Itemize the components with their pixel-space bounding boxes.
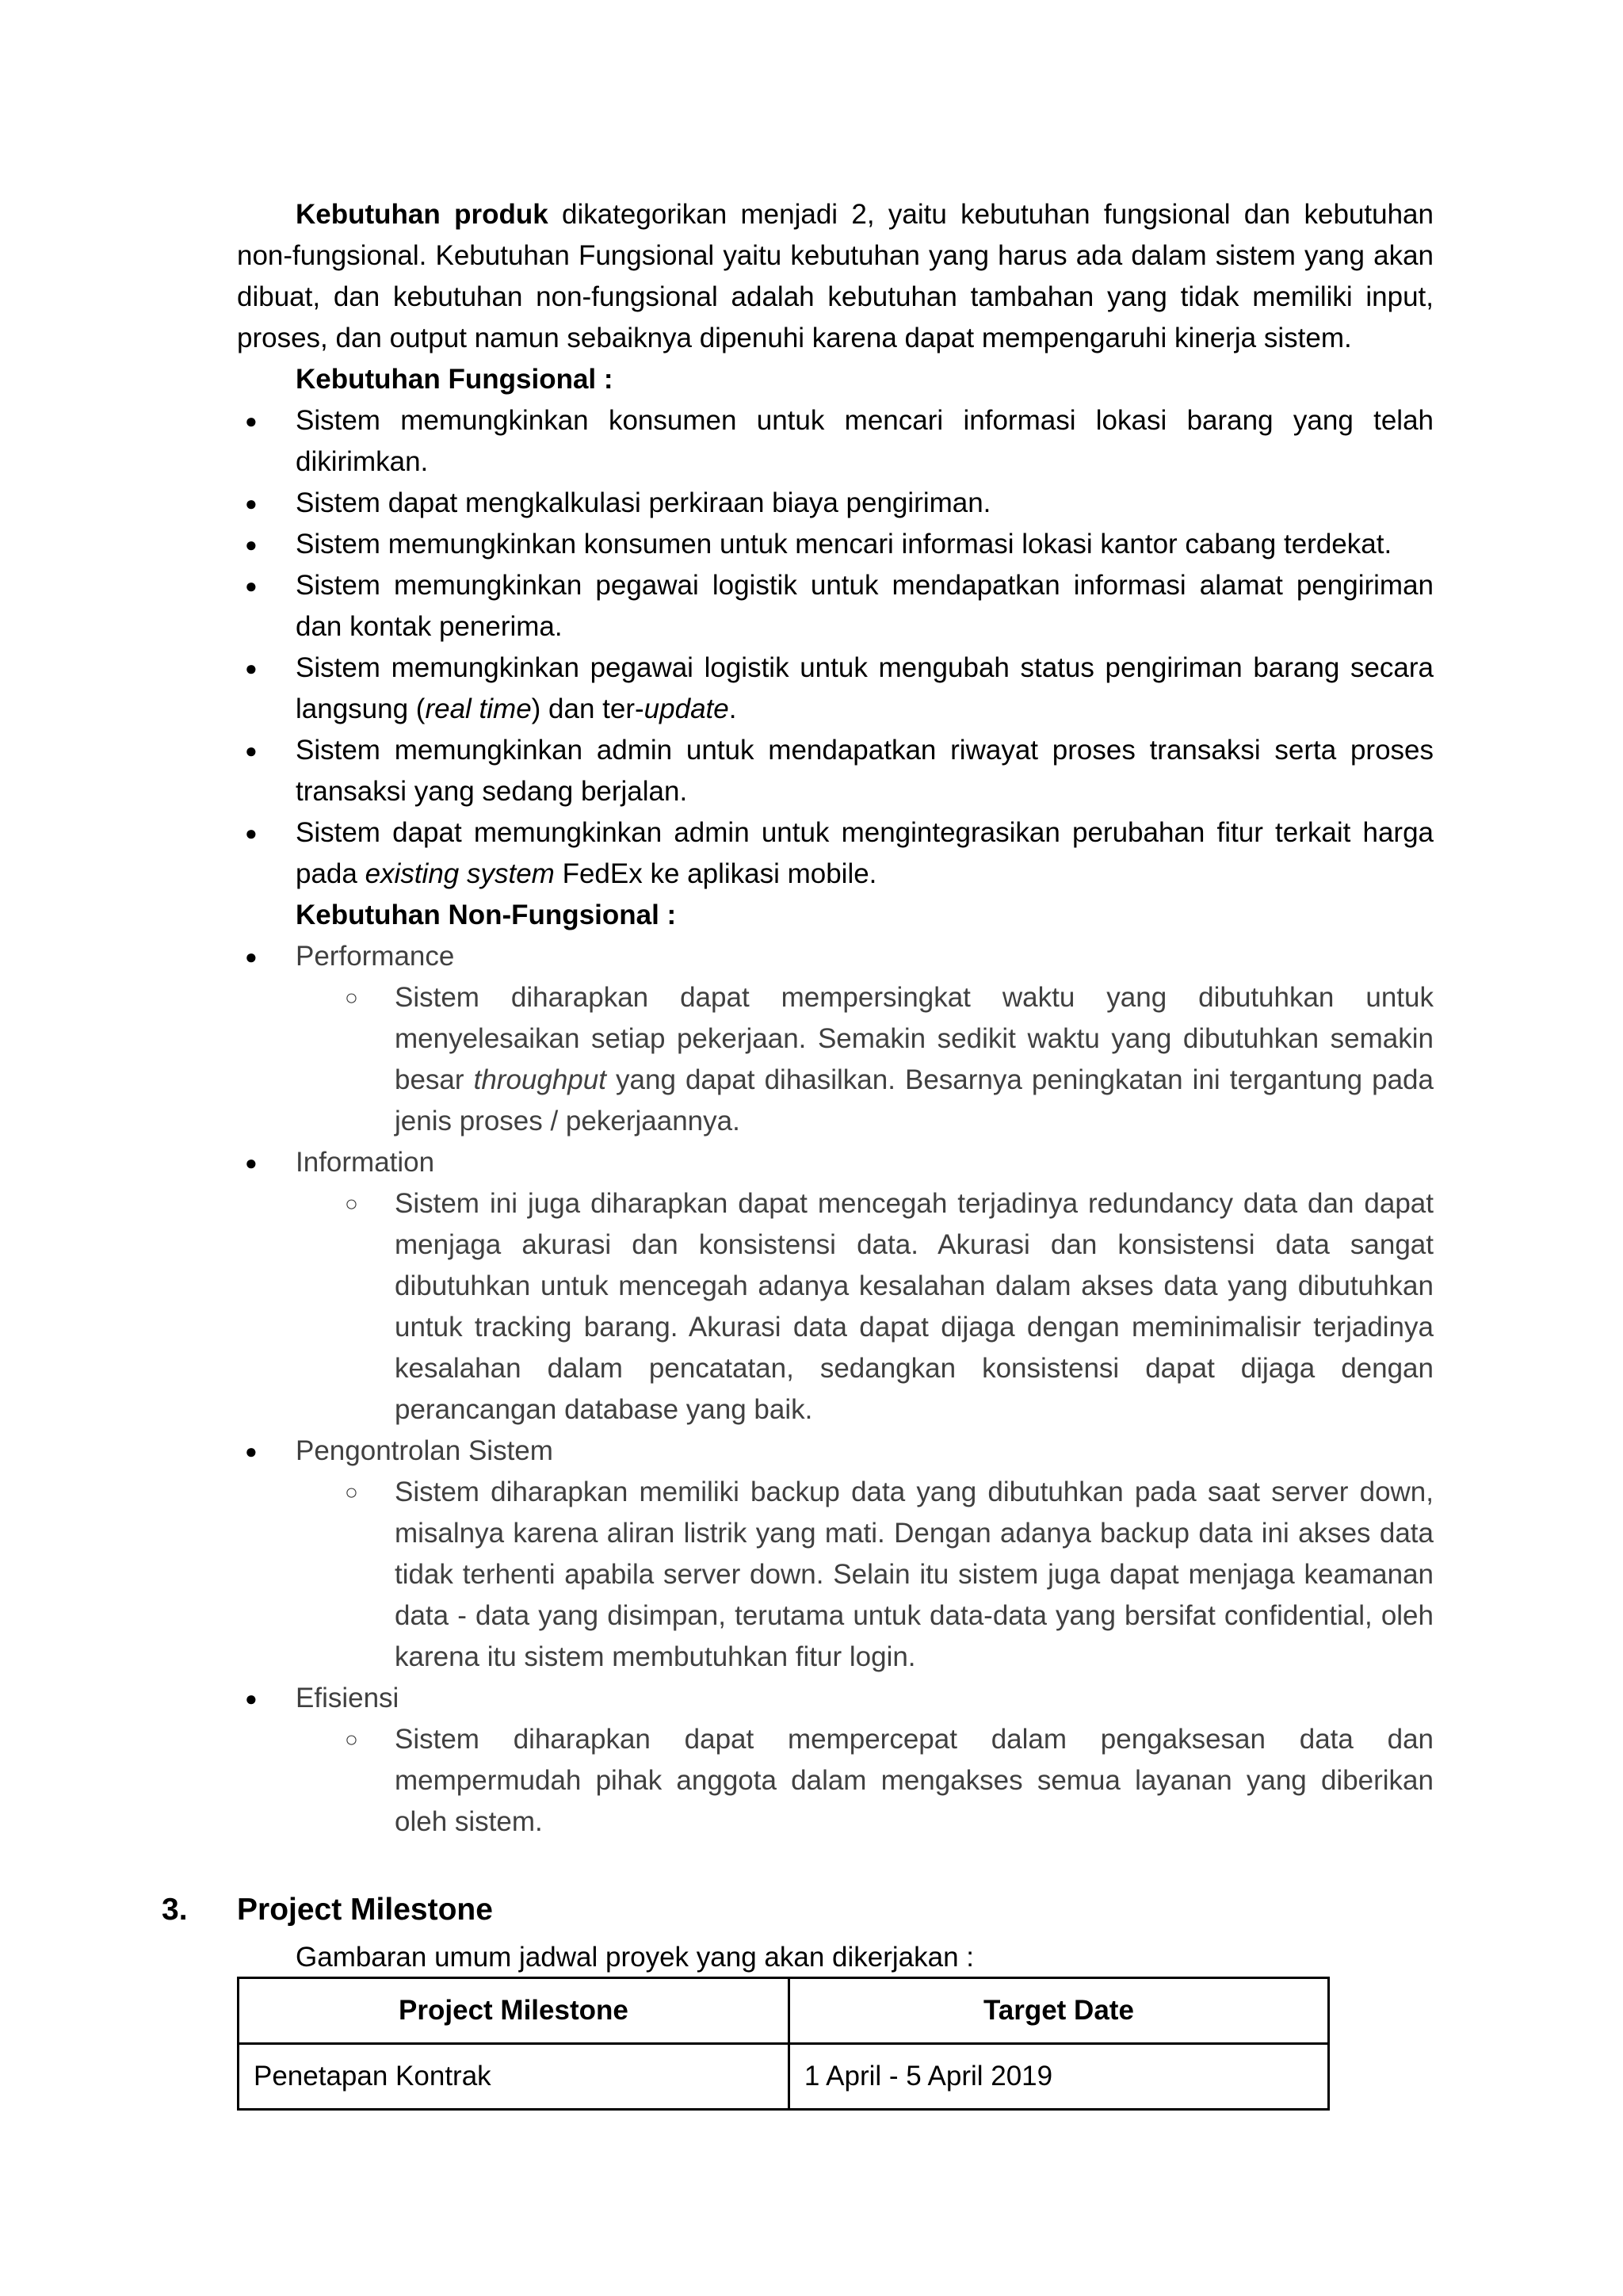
intro-paragraph: [237, 194, 1434, 359]
nonfunctional-heading: Kebutuhan Non-Fungsional :: [296, 900, 677, 930]
intro-text: dikategorikan menjadi 2, yaitu kebutuhan fungsional dan kebutuhan non-fungsional. Kebutuhan Fungsional yaitu kebutuhan yang harus ada dalam sistem yang akan dibuat, dan kebutuhan non-fungsional adalah kebutuhan tambahan yang tidak memiliki input, proses, dan output namun sebaiknya dipenuhi karena dapat mempengaruhi kinerja sistem.: [237, 199, 1434, 353]
table-cell: Penetapan Kontrak: [239, 2044, 789, 2110]
list-item: ● Sistem memungkinkan admin untuk mendapatkan riwayat proses transaksi serta proses transaksi yang sedang berjalan.: [237, 730, 1434, 812]
intro-bold-lead: Kebutuhan produk: [296, 199, 548, 230]
functional-list: [237, 400, 1434, 895]
nonfunctional-list: [237, 936, 1434, 1843]
nf-sublist: [296, 1472, 1434, 1678]
list-item: ● Sistem dapat mengkalkulasi perkiraan biaya pengiriman.: [237, 483, 1434, 524]
nf-sublist: [296, 1719, 1434, 1843]
nf-label-control: Pengontrolan Sistem: [296, 1435, 553, 1466]
functional-heading: Kebutuhan Fungsional :: [296, 364, 613, 395]
table-header-row: [239, 1978, 1329, 2044]
nf-label-efficiency: Efisiensi: [296, 1683, 399, 1713]
document-body: [237, 194, 1434, 1843]
sub-list-item: ○ Sistem ini juga diharapkan dapat mencegah terjadinya redundancy data dan dapat menjaga akurasi dan konsistensi data. Akurasi dan konsistensi data sangat dibutuhkan untuk mencegah adanya kesalahan dalam akses data yang dibutuhkan untuk tracking barang. Akurasi data dapat dijaga dengan meminimalisir terjadinya kesalahan dalam pencatatan, sedangkan konsistensi dapat dijaga dengan perancangan database yang baik.: [237, 1183, 1434, 1431]
list-item: ● Sistem dapat memungkinkan admin untuk mengintegrasikan perubahan fitur terkait harga pada existing system FedEx ke aplikasi mobile.: [237, 812, 1434, 895]
nf-label-information: Information: [296, 1147, 435, 1178]
list-item: [237, 1142, 1434, 1431]
nf-label-performance: Performance: [296, 941, 455, 972]
nf-sublist: [296, 977, 1434, 1142]
sub-list-item: ○ Sistem diharapkan memiliki backup data yang dibutuhkan pada saat server down, misalnya karena aliran listrik yang mati. Dengan adanya backup data ini akses data tidak terhenti apabila server down. Selain itu sistem juga dapat menjaga keamanan data - data yang disimpan, terutama untuk data-data yang bersifat confidential, oleh karena itu sistem membutuhkan fitur login.: [237, 1472, 1434, 1678]
section-heading: [162, 1889, 493, 1931]
section-intro: Gambaran umum jadwal proyek yang akan dikerjakan :: [296, 1942, 974, 1973]
column-header: Project Milestone: [239, 1978, 789, 2044]
table-cell: 1 April - 5 April 2019: [789, 2044, 1328, 2110]
section-number: 3.: [162, 1893, 188, 1927]
table-row: [239, 2044, 1329, 2110]
section-title: Project Milestone: [237, 1893, 493, 1927]
column-header: Target Date: [789, 1978, 1328, 2044]
nf-sublist: [296, 1183, 1434, 1431]
list-item: ● Sistem memungkinkan pegawai logistik untuk mengubah status pengiriman barang secara langsung (real time) dan ter-update.: [237, 648, 1434, 730]
sub-list-item: ○ Sistem diharapkan dapat mempersingkat waktu yang dibutuhkan untuk menyelesaikan setiap pekerjaan. Semakin sedikit waktu yang dibutuhkan semakin besar throughput yang dapat dihasilkan. Besarnya peningkatan ini tergantung pada jenis proses / pekerjaannya.: [237, 977, 1434, 1142]
milestone-table: [237, 1977, 1330, 2111]
list-item: ● Sistem memungkinkan konsumen untuk mencari informasi lokasi barang yang telah dikirimkan.: [237, 400, 1434, 483]
sub-list-item: ○ Sistem diharapkan dapat mempercepat dalam pengaksesan data dan mempermudah pihak anggota dalam mengakses semua layanan yang diberikan oleh sistem.: [237, 1719, 1434, 1843]
list-item: [237, 1678, 1434, 1843]
list-item: [237, 1431, 1434, 1678]
list-item: [237, 936, 1434, 1142]
list-item: ● Sistem memungkinkan pegawai logistik untuk mendapatkan informasi alamat pengiriman dan kontak penerima.: [237, 565, 1434, 648]
list-item: ● Sistem memungkinkan konsumen untuk mencari informasi lokasi kantor cabang terdekat.: [237, 524, 1434, 565]
